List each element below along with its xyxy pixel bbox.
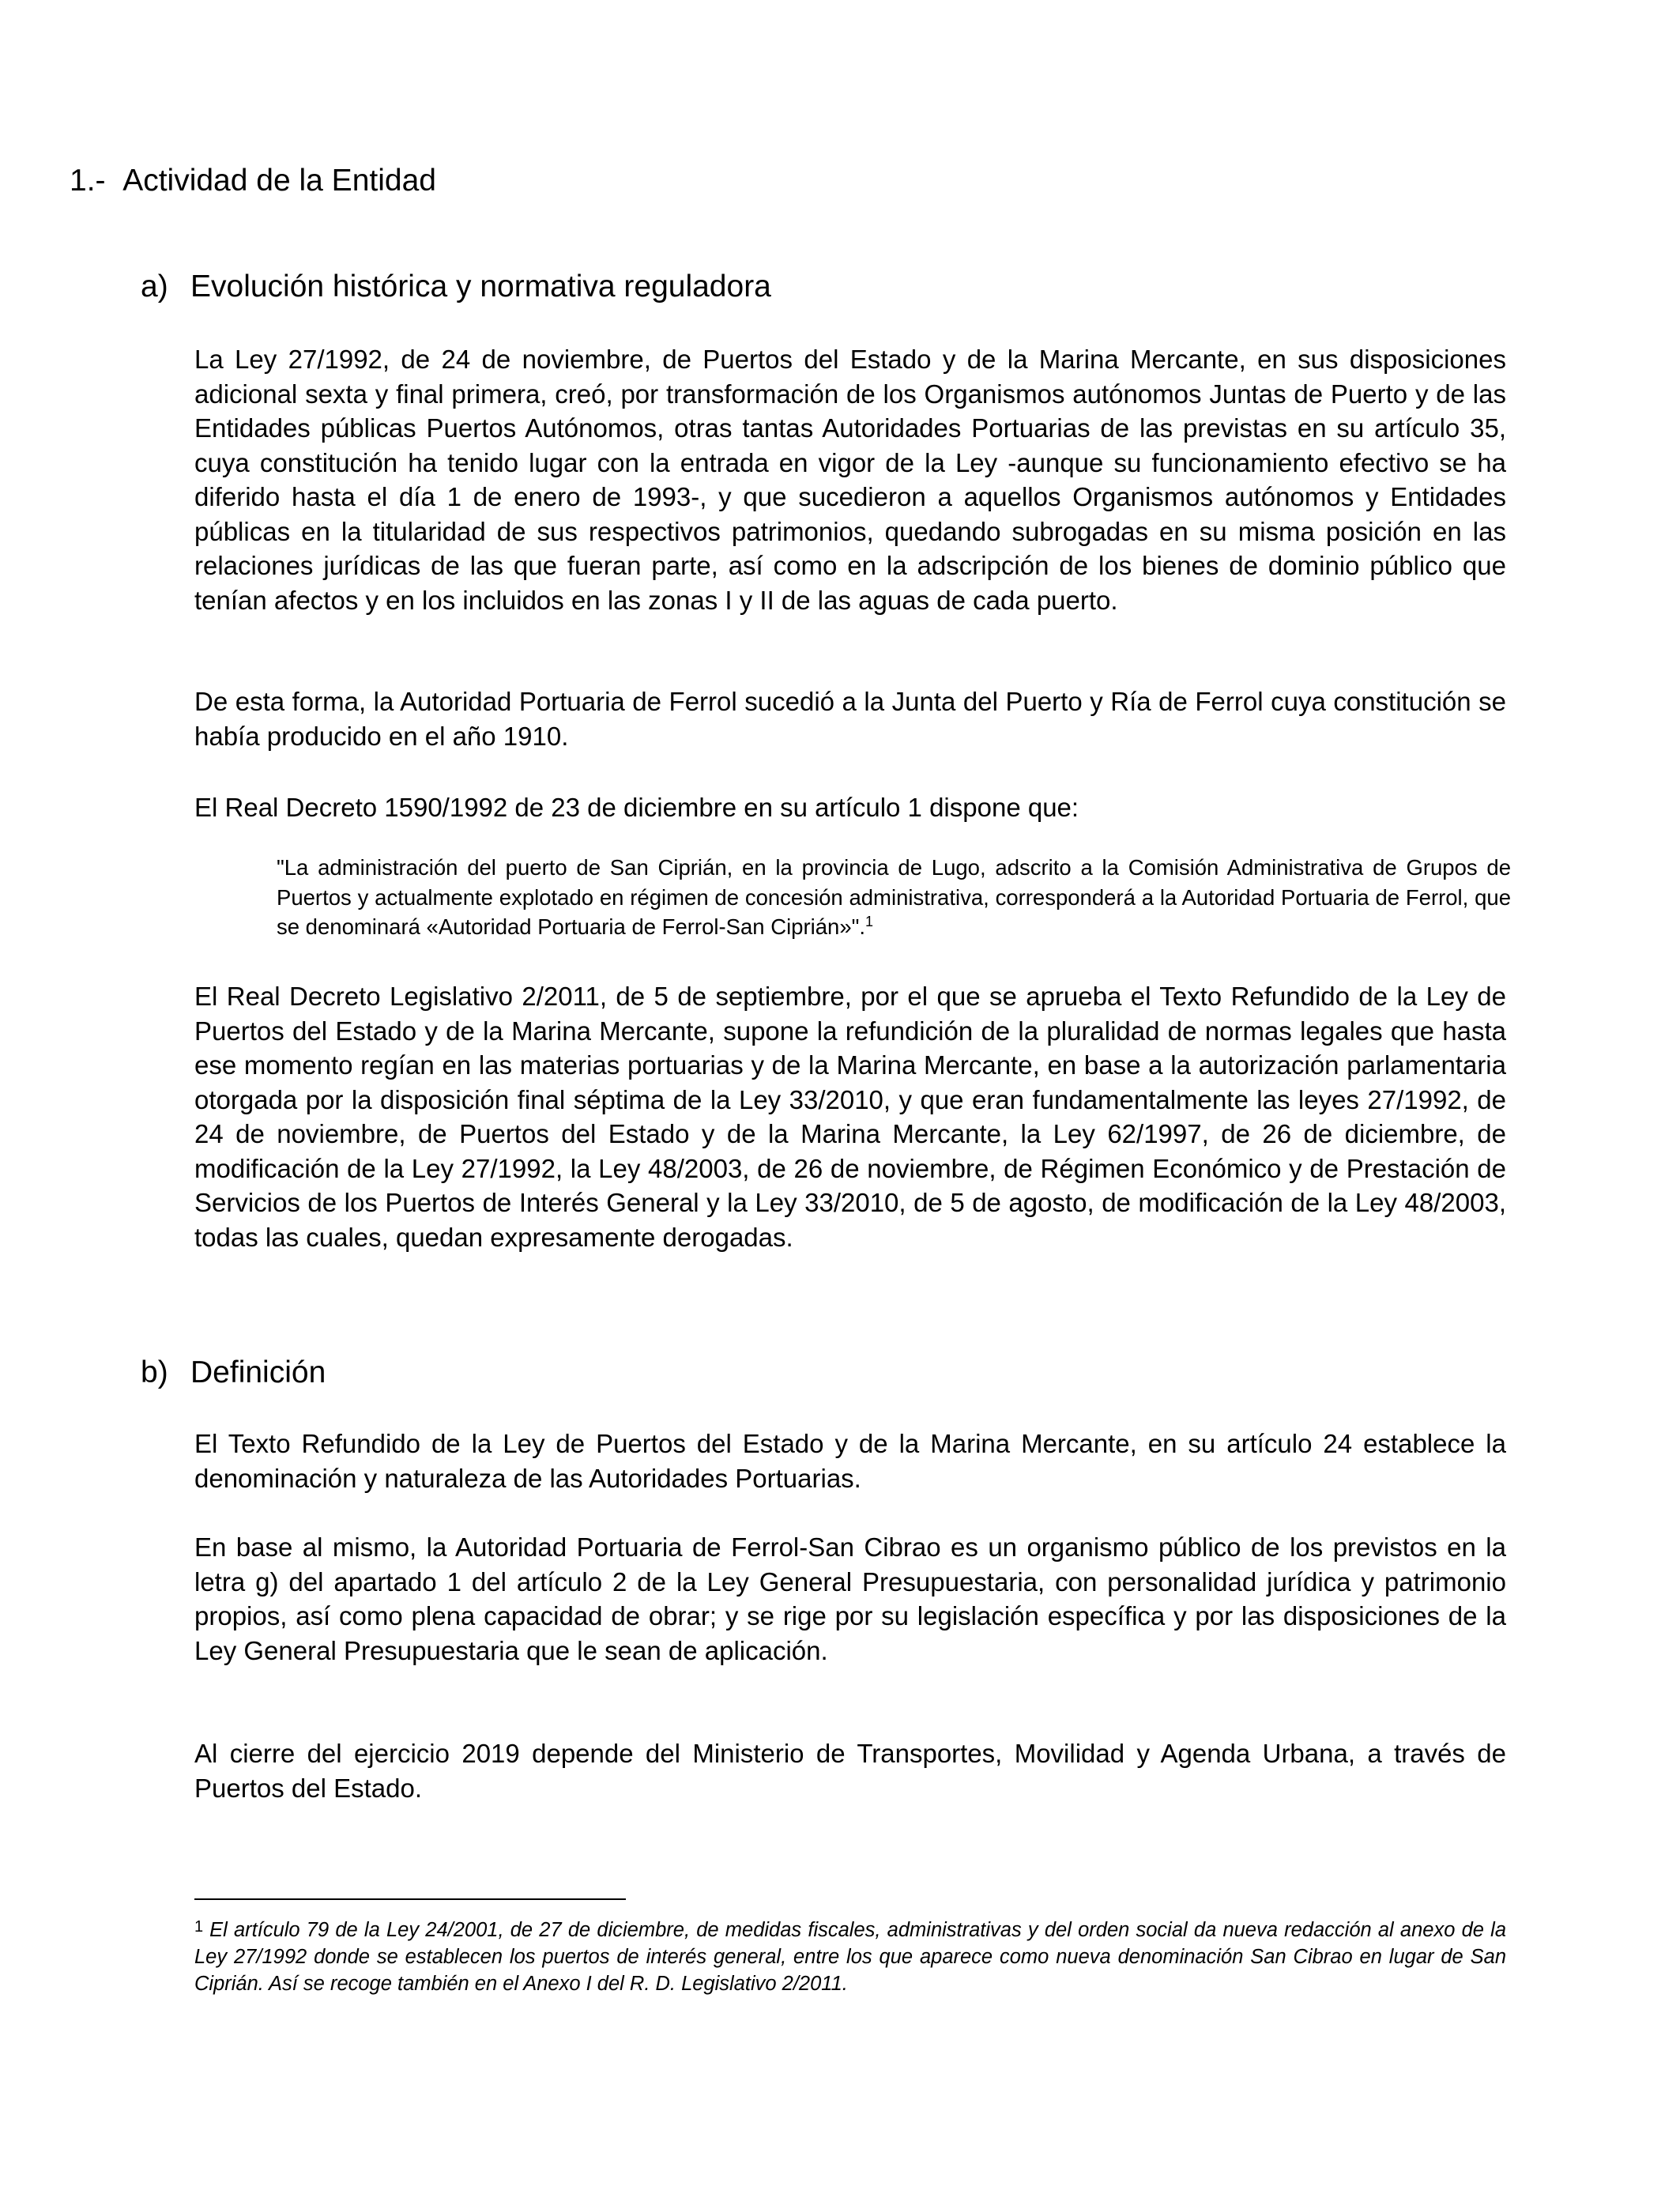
paragraph-ministerio: Al cierre del ejercicio 2019 depende del Ministerio de Transportes, Movilidad y Agenda Urbana, a través de Puertos del Estado. [194,1739,1506,1803]
subsection-a-label: a) [141,270,168,303]
quote-text: "La administración del puerto de San Ciprián, en la provincia de Lugo, adscrito a la Comisión Administrativa de Grupos de Puertos y actualmente explotado en régimen de concesión administrativa, corresponderá a la Autoridad Portuaria de Ferrol, que se denominará «Autoridad Portuaria de Ferrol-San Ciprián»". [277,855,1511,939]
footnote-text: El artículo 79 de la Ley 24/2001, de 27 de diciembre, de medidas fiscales, administrativas y del orden social da nueva redacción al anexo de la Ley 27/1992 donde se establecen los puertos de interés general, entre los que aparece como nueva denominación San Cibrao en lugar de San Ciprián. Así se recoge también en el Anexo I del R. D. Legislativo 2/2011. [194,1919,1506,1995]
subsection-b-heading [141,1355,326,1391]
paragraph-organismo-publico: En base al mismo, la Autoridad Portuaria de Ferrol-San Cibrao es un organismo público de los previstos en la letra g) del apartado 1 del artículo 2 de la Ley General Presupuestaria, con personalidad jurídica y patrimonio propios, así como plena capacidad de obrar; y se rige por su legislación específica y por las disposiciones de la Ley General Presupuestaria que le sean de aplicación. [194,1532,1506,1665]
subsection-b-label: b) [141,1355,168,1389]
footnote-separator [194,1898,626,1900]
footnote-number: 1 [194,1918,204,1936]
paragraph-ley-27-1992: La Ley 27/1992, de 24 de noviembre, de Puertos del Estado y de la Marina Mercante, en sus disposiciones adicional sexta y final primera, creó, por transformación de los Organismos autónomos Juntas de Puerto y de las Entidades públicas Puertos Autónomos, otras tantas Autoridades Portuarias de las previstas en su artículo 35, cuya constitución ha tenido lugar con la entrada en vigor de la Ley -aunque su funcionamiento efectivo se ha diferido hasta el día 1 de enero de 1993-, y que sucedieron a aquellos Organismos autónomos y Entidades públicas en la titularidad de sus respectivos patrimonios, quedando subrogadas en su misma posición en las relaciones jurídicas de las que fueran parte, así como en la adscripción de los bienes de dominio público que tenían afectos y en los incluidos en las zonas I y II de las aguas de cada puerto. [194,345,1506,615]
paragraph-ferrol-succession: De esta forma, la Autoridad Portuaria de Ferrol sucedió a la Junta del Puerto y Ría de Ferrol cuya constitución se había producido en el año 1910. [194,687,1506,751]
paragraph-real-decreto-1590: El Real Decreto 1590/1992 de 23 de diciembre en su artículo 1 dispone que: [194,793,1079,822]
paragraph-real-decreto-legislativo: El Real Decreto Legislativo 2/2011, de 5 de septiembre, por el que se aprueba el Texto Refundido de la Ley de Puertos del Estado y de la Marina Mercante, supone la refundición de la pluralidad de normas legales que hasta ese momento regían en las materias portuarias y de la Marina Mercante, en base a la autorización parlamentaria otorgada por la disposición final séptima de la Ley 33/2010, y que eran fundamentalmente las leyes 27/1992, de 24 de noviembre, de Puertos del Estado y de la Marina Mercante, la Ley 62/1997, de 26 de diciembre, de modificación de la Ley 27/1992, la Ley 48/2003, de 26 de noviembre, de Régimen Económico y de Prestación de Servicios de los Puertos de Interés General y la Ley 33/2010, de 5 de agosto, de modificación de la Ley 48/2003, todas las cuales, quedan expresamente derogadas. [194,982,1506,1252]
subsection-a-heading [141,269,771,305]
footnote [194,1917,1506,1997]
footnote-reference[interactable]: 1 [865,914,874,929]
subsection-b-title: Definición [190,1355,326,1389]
section-heading [70,163,436,199]
subsection-a-title: Evolución histórica y normativa reguladora [190,270,771,303]
section-title: Actividad de la Entidad [122,164,436,198]
section-number: 1.- [70,164,106,198]
quote-real-decreto [277,853,1511,942]
paragraph-texto-refundido: El Texto Refundido de la Ley de Puertos del Estado y de la Marina Mercante, en su artículo 24 establece la denominación y naturaleza de las Autoridades Portuarias. [194,1429,1506,1493]
